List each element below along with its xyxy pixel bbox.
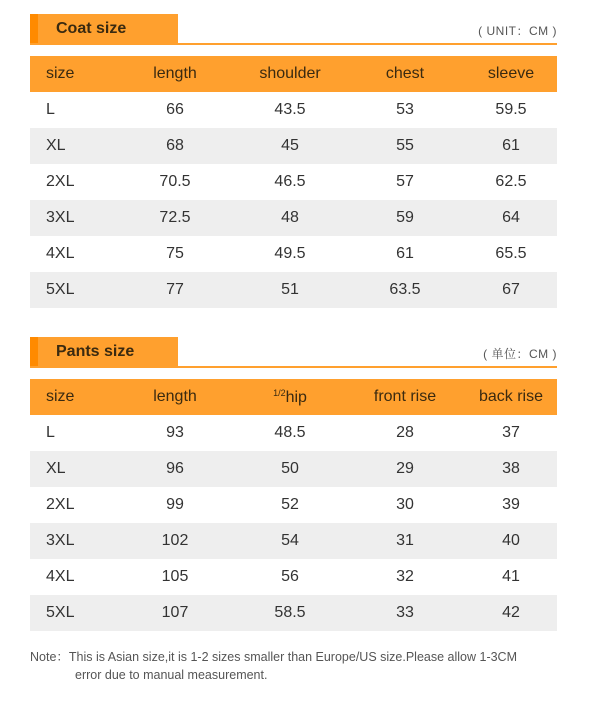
back-rise-cell: 41 xyxy=(502,568,520,585)
back-rise-cell: 42 xyxy=(465,595,557,631)
table-row xyxy=(30,272,557,308)
back-rise-cell: 38 xyxy=(465,451,557,487)
hip-cell: 54 xyxy=(235,523,345,559)
hip-cell: 48.5 xyxy=(274,424,306,441)
front-rise-cell: 28 xyxy=(396,424,414,441)
length-cell: 70.5 xyxy=(159,173,191,190)
back-rise-cell: 37 xyxy=(502,424,520,441)
front-rise-cell: 32 xyxy=(396,568,414,585)
size-cell: L xyxy=(46,101,55,118)
hip-cell: 58.5 xyxy=(235,595,345,631)
pants-size-table xyxy=(30,379,557,631)
coat-size-table xyxy=(30,56,557,308)
hip-cell: 50 xyxy=(235,451,345,487)
table-row xyxy=(30,451,557,487)
size-cell: 5XL xyxy=(30,595,115,631)
hip-label: hip xyxy=(285,388,307,406)
pants-header-hip xyxy=(235,379,345,415)
coat-header-chest: chest xyxy=(345,56,465,92)
coat-header-length: length xyxy=(115,56,235,92)
front-rise-cell: 30 xyxy=(396,496,414,513)
table-row xyxy=(30,200,557,236)
size-cell: 5XL xyxy=(30,272,115,308)
table-row xyxy=(30,523,557,559)
length-cell: 107 xyxy=(115,595,235,631)
size-cell: 2XL xyxy=(46,496,75,513)
pants-section xyxy=(30,337,557,631)
sleeve-cell: 62.5 xyxy=(495,173,527,190)
back-rise-cell: 39 xyxy=(502,496,520,513)
coat-unit: ( UNIT：CM ) xyxy=(478,24,557,38)
front-rise-cell: 31 xyxy=(345,523,465,559)
sleeve-cell: 59.5 xyxy=(495,101,527,118)
length-cell: 66 xyxy=(166,101,184,118)
pants-header-length: length xyxy=(115,379,235,415)
pants-header-size: size xyxy=(30,379,115,415)
coat-header-size: size xyxy=(30,56,115,92)
size-cell: XL xyxy=(30,451,115,487)
hip-cell: 52 xyxy=(281,496,299,513)
coat-section xyxy=(30,14,557,308)
size-cell: 4XL xyxy=(46,568,75,585)
table-row xyxy=(30,92,557,128)
table-row xyxy=(30,164,557,200)
note-line-2: error due to manual measurement. xyxy=(75,668,268,682)
chest-cell: 55 xyxy=(345,128,465,164)
length-cell: 96 xyxy=(115,451,235,487)
sleeve-cell: 61 xyxy=(465,128,557,164)
pants-title-underline xyxy=(30,366,557,368)
table-row xyxy=(30,415,557,451)
front-rise-cell: 29 xyxy=(345,451,465,487)
size-cell: 4XL xyxy=(46,245,75,262)
size-cell: XL xyxy=(30,128,115,164)
chest-cell: 63.5 xyxy=(345,272,465,308)
shoulder-cell: 49.5 xyxy=(274,245,306,262)
coat-title: Coat size xyxy=(30,14,178,44)
chest-cell: 59 xyxy=(345,200,465,236)
coat-header-row xyxy=(30,56,557,92)
table-row xyxy=(30,559,557,595)
coat-title-bar xyxy=(30,14,557,46)
length-cell: 93 xyxy=(166,424,184,441)
table-row xyxy=(30,128,557,164)
table-row xyxy=(30,595,557,631)
coat-header-sleeve: sleeve xyxy=(465,56,557,92)
front-rise-cell: 33 xyxy=(345,595,465,631)
length-cell: 105 xyxy=(161,568,189,585)
pants-header-front-rise: front rise xyxy=(345,379,465,415)
size-cell: 3XL xyxy=(30,523,115,559)
sleeve-cell: 67 xyxy=(465,272,557,308)
sleeve-cell: 64 xyxy=(465,200,557,236)
shoulder-cell: 48 xyxy=(235,200,345,236)
length-cell: 72.5 xyxy=(115,200,235,236)
size-note xyxy=(30,648,570,684)
length-cell: 77 xyxy=(115,272,235,308)
chest-cell: 57 xyxy=(396,173,414,190)
coat-title-underline xyxy=(30,43,557,45)
pants-header-back-rise: back rise xyxy=(465,379,557,415)
length-cell: 102 xyxy=(115,523,235,559)
shoulder-cell: 45 xyxy=(235,128,345,164)
pants-title-bar xyxy=(30,337,557,369)
size-cell: 3XL xyxy=(30,200,115,236)
shoulder-cell: 43.5 xyxy=(274,101,306,118)
length-cell: 68 xyxy=(115,128,235,164)
size-cell: L xyxy=(46,424,55,441)
pants-unit: ( 单位：CM ) xyxy=(483,347,557,361)
note-line-1: Note：This is Asian size,it is 1-2 sizes smaller than Europe/US size.Please allow 1-3CM xyxy=(30,650,517,664)
pants-title: Pants size xyxy=(30,337,178,367)
pants-header-row xyxy=(30,379,557,415)
table-row xyxy=(30,487,557,523)
chest-cell: 53 xyxy=(396,101,414,118)
hip-fraction: 1/2 xyxy=(273,387,286,398)
length-cell: 75 xyxy=(166,245,184,262)
shoulder-cell: 46.5 xyxy=(274,173,306,190)
back-rise-cell: 40 xyxy=(465,523,557,559)
sleeve-cell: 65.5 xyxy=(495,245,527,262)
table-row xyxy=(30,236,557,272)
coat-header-shoulder: shoulder xyxy=(235,56,345,92)
chest-cell: 61 xyxy=(396,245,414,262)
shoulder-cell: 51 xyxy=(235,272,345,308)
hip-cell: 56 xyxy=(281,568,299,585)
size-cell: 2XL xyxy=(46,173,75,190)
length-cell: 99 xyxy=(166,496,184,513)
